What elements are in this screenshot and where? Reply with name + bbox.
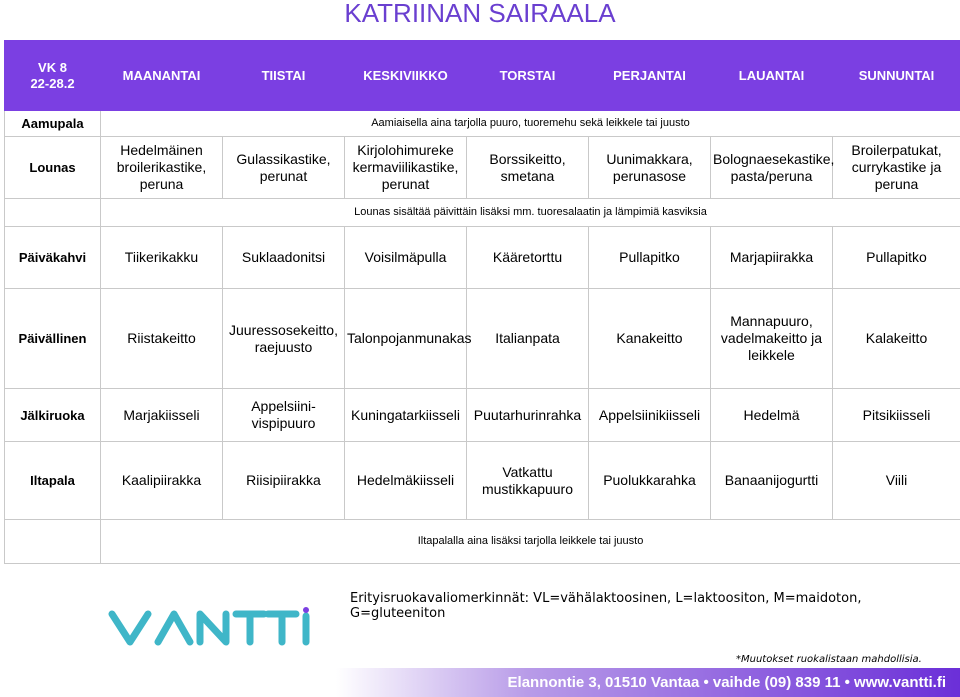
menu-cell: Kalakeitto xyxy=(833,289,960,389)
day-header: PERJANTAI xyxy=(589,41,711,111)
row-paivallinen xyxy=(5,289,960,389)
menu-cell: Gulassikastike, perunat xyxy=(223,137,345,199)
menu-cell: Uunimakkara, perunasose xyxy=(589,137,711,199)
menu-cell: Juuressosekeitto, raejuusto xyxy=(223,289,345,389)
vantti-logo xyxy=(108,606,312,650)
row-iltapala-note xyxy=(5,520,960,564)
day-header: SUNNUNTAI xyxy=(833,41,960,111)
row-label: Päivällinen xyxy=(5,289,101,389)
row-label: Päiväkahvi xyxy=(5,227,101,289)
day-header: MAANANTAI xyxy=(101,41,223,111)
menu-cell: Hedelmä xyxy=(711,389,833,442)
empty-cell xyxy=(5,199,101,227)
menu-cell: Bolognaesekastike, pasta/peruna xyxy=(711,137,833,199)
menu-cell: Kirjolohimureke kermaviilikastike, perunat xyxy=(345,137,467,199)
menu-cell: Banaanijogurtti xyxy=(711,442,833,520)
changes-note: *Muutokset ruokalistaan mahdollisia. xyxy=(736,654,922,665)
menu-cell: Pullapitko xyxy=(833,227,960,289)
day-header: TIISTAI xyxy=(223,41,345,111)
row-paivakahvi xyxy=(5,227,960,289)
footer-contact: Elannontie 3, 01510 Vantaa • vaihde (09) 839 11 • www.vantti.fi xyxy=(507,674,946,691)
menu-cell: Appelsiinikiisseli xyxy=(589,389,711,442)
row-lounas xyxy=(5,137,960,199)
week-dates: 22-28.2 xyxy=(30,75,75,91)
row-label: Lounas xyxy=(5,137,101,199)
day-header: KESKIVIIKKO xyxy=(345,41,467,111)
page-title: KATRIINAN SAIRAALA xyxy=(344,0,616,28)
menu-cell: Kaalipiirakka xyxy=(101,442,223,520)
menu-cell: Talonpojanmunakas xyxy=(345,289,467,389)
diet-legend: Erityisruokavaliomerkinnät: VL=vähälaktoosinen, L=laktoositon, M=maidoton, G=gluteeniton xyxy=(350,591,862,621)
menu-cell: Riisipiirakka xyxy=(223,442,345,520)
day-header: TORSTAI xyxy=(467,41,589,111)
empty-cell xyxy=(5,520,101,564)
menu-cell: Riistakeitto xyxy=(101,289,223,389)
aamupala-note: Aamiaisella aina tarjolla puuro, tuoremehu sekä leikkele tai juusto xyxy=(101,111,960,137)
menu-cell: Pitsikiisseli xyxy=(833,389,960,442)
menu-cell: Voisilmäpulla xyxy=(345,227,467,289)
menu-cell: Kääretorttu xyxy=(467,227,589,289)
menu-cell: Kuningatarkiisseli xyxy=(345,389,467,442)
menu-cell: Hedelmäkiisseli xyxy=(345,442,467,520)
menu-cell: Marjakiisseli xyxy=(101,389,223,442)
menu-cell: Broilerpatukat, currykastike ja peruna xyxy=(833,137,960,199)
iltapala-note: Iltapalalla aina lisäksi tarjolla leikkele tai juusto xyxy=(101,520,960,564)
menu-cell: Viili xyxy=(833,442,960,520)
menu-table xyxy=(4,40,960,564)
menu-cell: Hedelmäinen broilerikastike, peruna xyxy=(101,137,223,199)
menu-cell: Italianpata xyxy=(467,289,589,389)
menu-cell: Mannapuuro, vadelmakeitto ja leikkele xyxy=(711,289,833,389)
menu-cell: Tiikerikakku xyxy=(101,227,223,289)
row-label: Iltapala xyxy=(5,442,101,520)
header-row xyxy=(5,41,960,111)
lounas-note: Lounas sisältää päivittäin lisäksi mm. tuoresalaatin ja lämpimiä kasviksia xyxy=(101,199,960,227)
menu-cell: Puolukkarahka xyxy=(589,442,711,520)
menu-cell: Appelsiini-vispipuuro xyxy=(223,389,345,442)
vantti-logo-icon xyxy=(108,606,312,650)
row-iltapala xyxy=(5,442,960,520)
week-number: VK 8 xyxy=(38,59,67,75)
menu-cell: Vatkattu mustikkapuuro xyxy=(467,442,589,520)
row-label: Aamupala xyxy=(5,111,101,137)
menu-cell: Puutarhurinrahka xyxy=(467,389,589,442)
row-aamupala xyxy=(5,111,960,137)
footer-band xyxy=(0,668,960,697)
row-label: Jälkiruoka xyxy=(5,389,101,442)
menu-cell: Borssikeitto, smetana xyxy=(467,137,589,199)
row-lounas-note xyxy=(5,199,960,227)
menu-cell: Pullapitko xyxy=(589,227,711,289)
row-jalkiruoka xyxy=(5,389,960,442)
menu-cell: Marjapiirakka xyxy=(711,227,833,289)
week-label xyxy=(5,41,101,111)
menu-cell: Kanakeitto xyxy=(589,289,711,389)
day-header: LAUANTAI xyxy=(711,41,833,111)
menu-cell: Suklaadonitsi xyxy=(223,227,345,289)
